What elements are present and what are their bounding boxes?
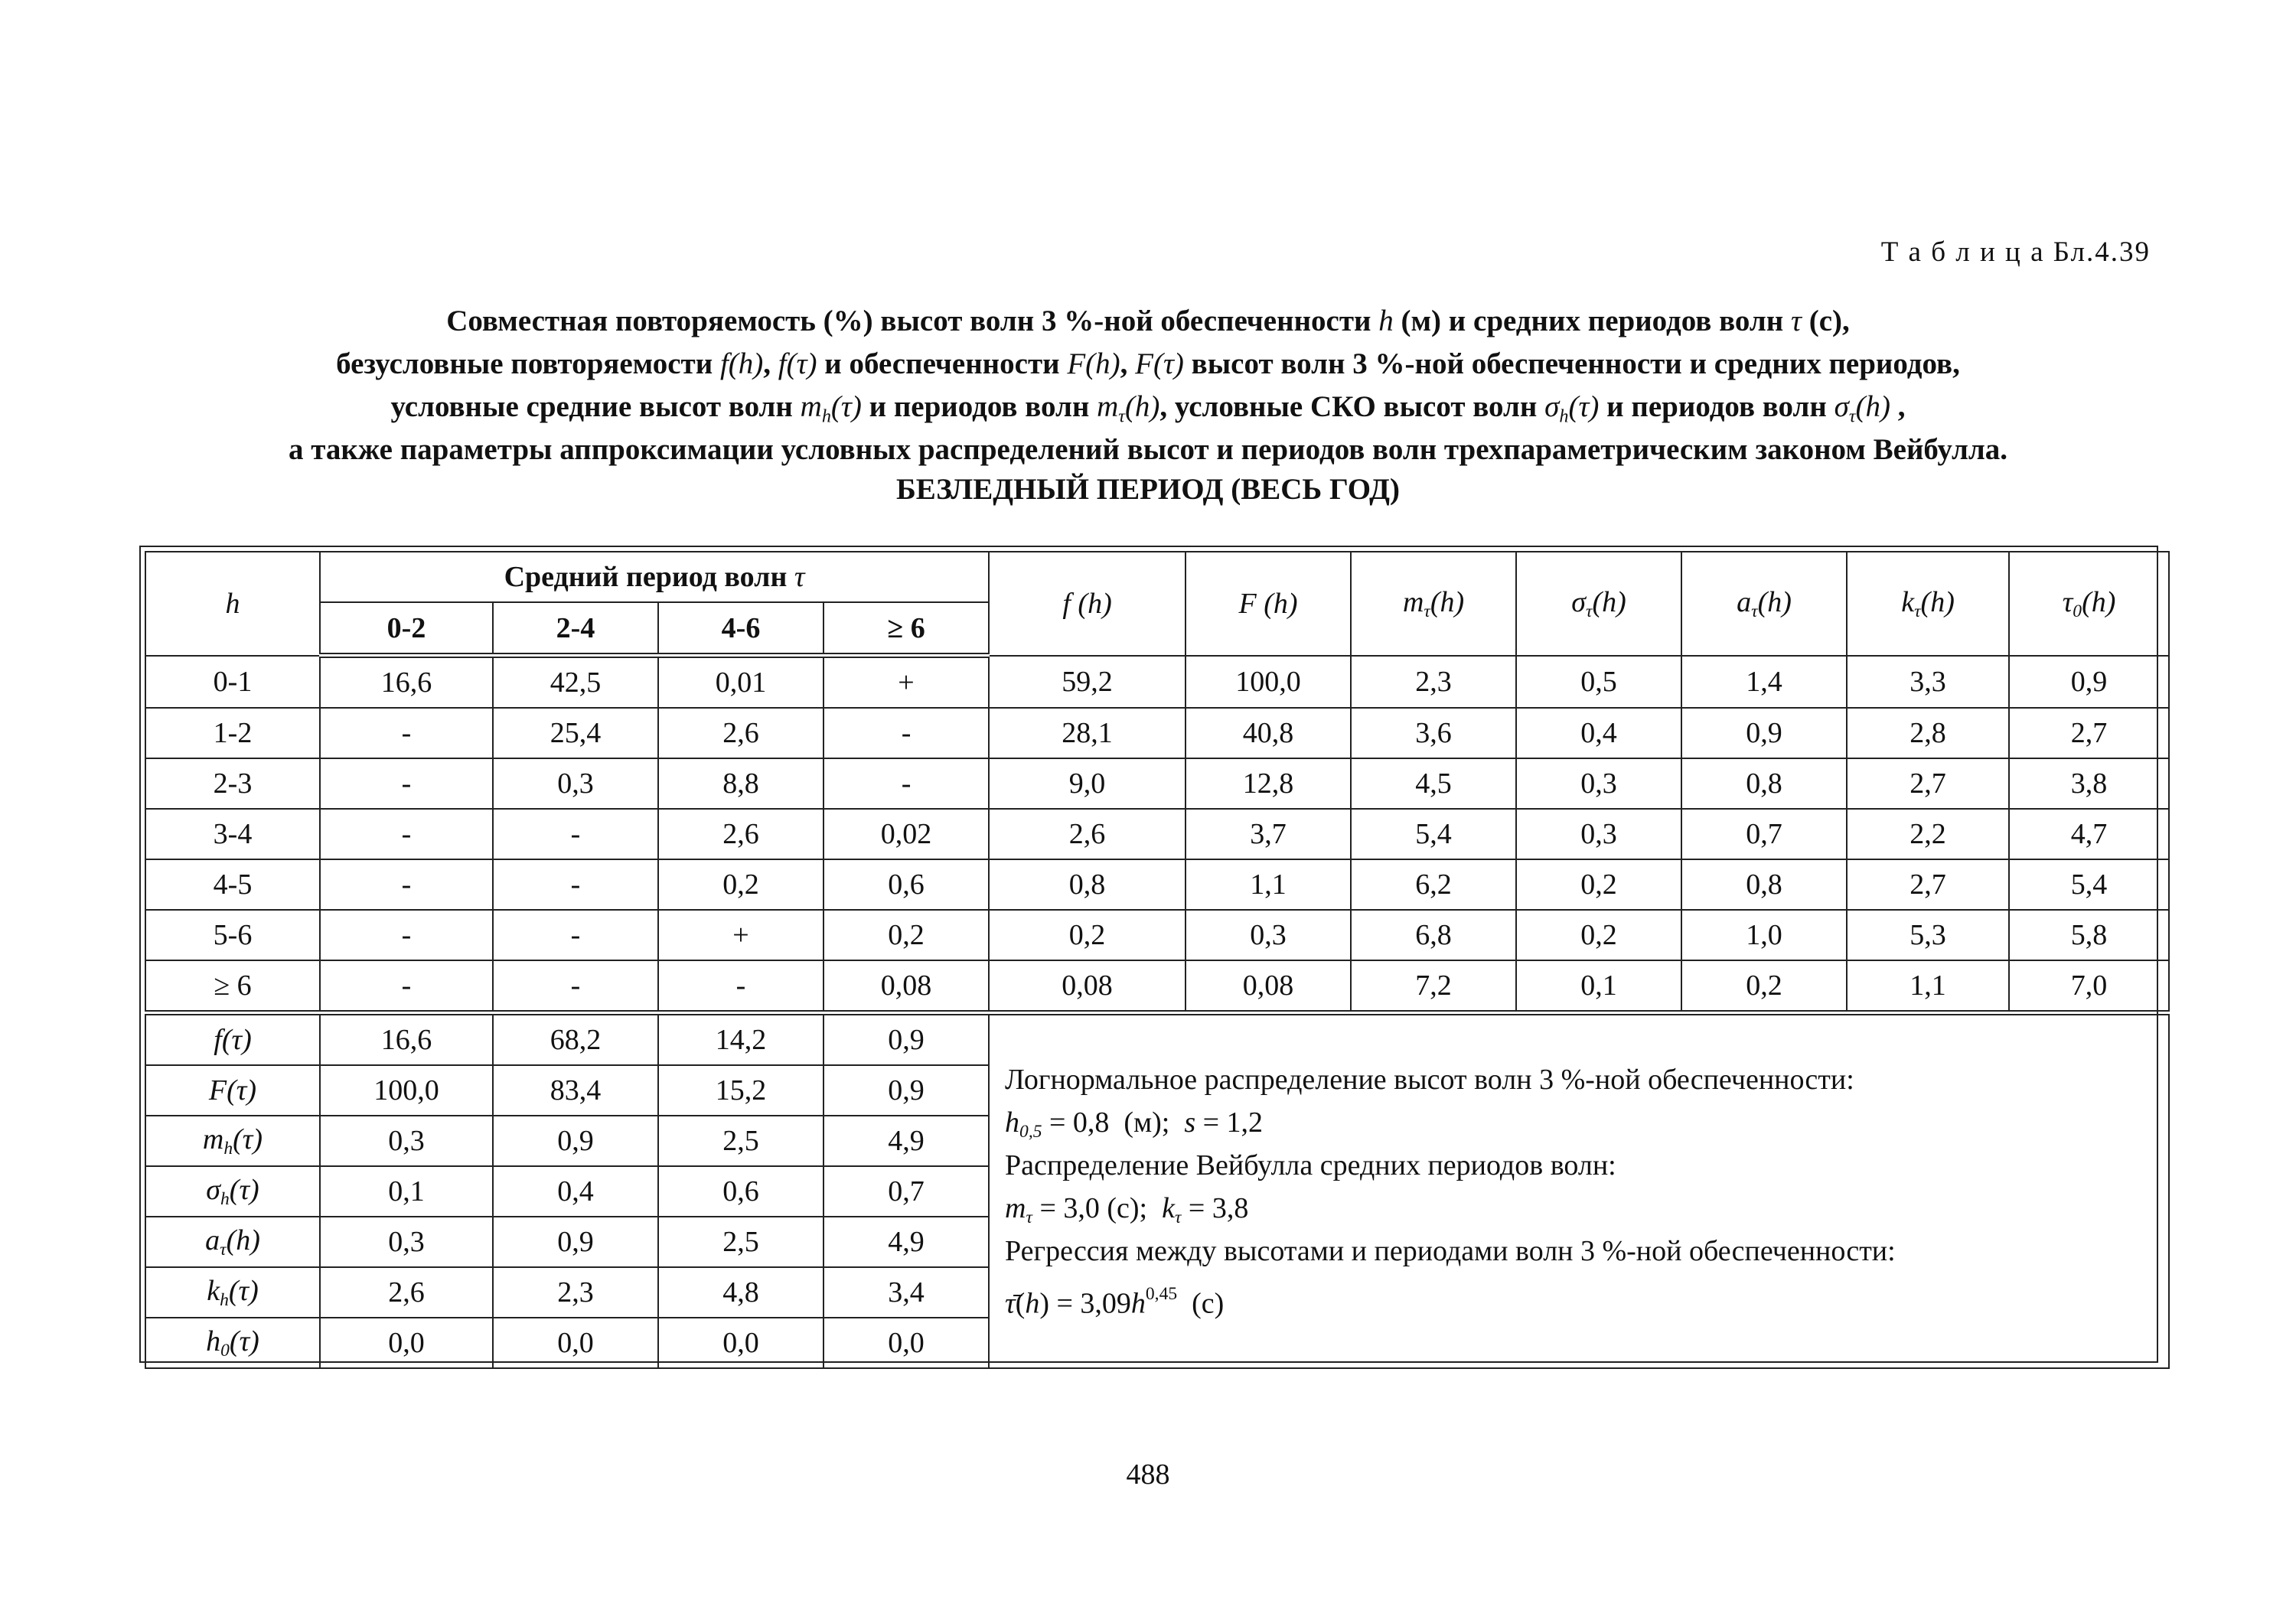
col-header-f-h: f (h) [989, 552, 1186, 656]
table-cell: - [320, 809, 493, 859]
table-row [145, 910, 2169, 960]
weibull-params: $m_\tau = 3,0$ (с); $k_\tau = 3,8$ [1005, 1192, 1249, 1228]
table-cell: 100,0 [1186, 656, 1351, 709]
k-h-tau-label: $k_h(\tau)$ [145, 1267, 320, 1318]
table-cell: 0,5 [1516, 656, 1681, 709]
table-cell: 0,2 [1516, 859, 1681, 910]
table-cell: 14,2 [658, 1013, 823, 1066]
table-cell: - [658, 960, 823, 1013]
table-cell: 0,2 [1516, 910, 1681, 960]
f-tau-label: f(τ) [145, 1013, 320, 1066]
table-cell: - [320, 960, 493, 1013]
regression-formula: τ̄(h) = $3,09h^{0,45}$ (с) [1005, 1284, 1225, 1320]
table-cell: 0,7 [1681, 809, 1847, 859]
table-cell: 0,01 [658, 656, 823, 709]
table-cell: 0,4 [493, 1166, 658, 1217]
table-row [145, 708, 2169, 758]
table-cell: 0,2 [823, 910, 989, 960]
wave-statistics-table [145, 551, 2170, 1369]
table-cell: 6,2 [1351, 859, 1516, 910]
table-cell: 0,9 [2009, 656, 2169, 709]
table-cell: 2,6 [989, 809, 1186, 859]
m-h-tau-label: $m_h(\tau)$ [145, 1116, 320, 1166]
table-cell: 0,3 [1516, 758, 1681, 809]
table-cell: 16,6 [320, 656, 493, 709]
table-cell: - [493, 809, 658, 859]
period-col-header: 0-2 [320, 602, 493, 656]
table-row [145, 1013, 2169, 1066]
sigma-h-tau-label: $\sigma_h(\tau)$ [145, 1166, 320, 1217]
table-cell: 0,3 [493, 758, 658, 809]
table-cell: 0,08 [989, 960, 1186, 1013]
table-cell: 28,1 [989, 708, 1186, 758]
table-cell: 42,5 [493, 656, 658, 709]
table-cell: 7,0 [2009, 960, 2169, 1013]
table-cell: 0,0 [823, 1318, 989, 1368]
table-cell: 25,4 [493, 708, 658, 758]
table-cell: 2,8 [1847, 708, 2009, 758]
h-range-cell: 3-4 [145, 809, 320, 859]
table-cell: 2,7 [1847, 859, 2009, 910]
title-line-4: а также параметры аппроксимации условных распределений высот и периодов волн трехпараметрическим законом Вейбулла. [289, 433, 2007, 466]
table-cell: + [823, 656, 989, 709]
table-cell: 0,0 [320, 1318, 493, 1368]
table-cell: 4,9 [823, 1217, 989, 1267]
table-cell: 0,1 [1516, 960, 1681, 1013]
table-cell: 0,2 [989, 910, 1186, 960]
table-cell: 0,9 [493, 1116, 658, 1166]
table-cell: 2,5 [658, 1116, 823, 1166]
table-cell: 4,7 [2009, 809, 2169, 859]
table-cell: 100,0 [320, 1065, 493, 1116]
table-cell: 0,1 [320, 1166, 493, 1217]
table-cell: 0,0 [658, 1318, 823, 1368]
table-cell: 12,8 [1186, 758, 1351, 809]
table-cell: 0,8 [989, 859, 1186, 910]
F-tau-label: F(τ) [145, 1065, 320, 1116]
table-cell: 0,8 [1681, 859, 1847, 910]
table-cell: 68,2 [493, 1013, 658, 1066]
h-range-cell: 5-6 [145, 910, 320, 960]
table-cell: 0,9 [493, 1217, 658, 1267]
table-cell: 7,2 [1351, 960, 1516, 1013]
table-cell: 2,2 [1847, 809, 2009, 859]
table-row [145, 809, 2169, 859]
table-cell: 3,3 [1847, 656, 2009, 709]
table-cell: 0,02 [823, 809, 989, 859]
lognormal-params: $h_{0,5} = 0,8$ (м); s = 1,2 [1005, 1106, 1264, 1142]
table-cell: 15,2 [658, 1065, 823, 1116]
distribution-notes [989, 1013, 2169, 1369]
table-cell: 2,5 [658, 1217, 823, 1267]
table-cell: 2,3 [493, 1267, 658, 1318]
title-line-1: Совместная повторяемость (%) высот волн 3 %-ной обеспеченности h (м) и средних периодов волн τ (с), [446, 305, 1850, 337]
table-cell: 0,2 [658, 859, 823, 910]
table-cell: 3,7 [1186, 809, 1351, 859]
table-cell: 5,4 [1351, 809, 1516, 859]
h-range-cell: ≥ 6 [145, 960, 320, 1013]
period-col-header: ≥ 6 [823, 602, 989, 656]
table-title [0, 300, 2296, 508]
h0-tau-label: $h_0(\tau)$ [145, 1318, 320, 1368]
table-cell: 0,3 [1186, 910, 1351, 960]
table-cell: 2,3 [1351, 656, 1516, 709]
table-cell: 5,3 [1847, 910, 2009, 960]
table-cell: 0,2 [1681, 960, 1847, 1013]
h-range-cell: 2-3 [145, 758, 320, 809]
table-cell: 0,6 [658, 1166, 823, 1217]
title-line-2: безусловные повторяемости f(h), f(τ) и обеспеченности F(h), F(τ) высот волн 3 %-ной обеспеченности и средних периодов, [336, 347, 1960, 380]
table-cell: 3,8 [2009, 758, 2169, 809]
table-cell: 0,4 [1516, 708, 1681, 758]
table-cell: - [320, 708, 493, 758]
table-row [145, 656, 2169, 709]
table-cell: 2,7 [2009, 708, 2169, 758]
table-reference: Т а б л и ц а Бл.4.39 [1880, 236, 2151, 268]
table-cell: - [320, 910, 493, 960]
table-cell: 0,9 [1681, 708, 1847, 758]
table-cell: 0,7 [823, 1166, 989, 1217]
table-cell: 8,8 [658, 758, 823, 809]
table-cell: 0,08 [823, 960, 989, 1013]
regression-note: Регрессия между высотами и периодами волн 3 %-ной обеспеченности: [1005, 1235, 1896, 1267]
title-line-3: условные средние высот волн $m_h(\tau)$ и периодов волн $m_\tau(h)$, условные СКО высот волн $\sigma_h(\tau)$ и периодов волн $\sigma_\tau(h)$ , [390, 390, 1906, 427]
table-cell: 0,3 [320, 1217, 493, 1267]
table-cell: 2,6 [320, 1267, 493, 1318]
table-row [145, 758, 2169, 809]
table-cell: 0,9 [823, 1013, 989, 1066]
title-line-5: БЕЗЛЕДНЫЙ ПЕРИОД (ВЕСЬ ГОД) [895, 473, 1400, 506]
table-cell: - [823, 758, 989, 809]
table-cell: - [320, 859, 493, 910]
col-header-k-tau-h: $k_\tau(h)$ [1847, 552, 2009, 656]
table-cell: 4,9 [823, 1116, 989, 1166]
col-header-sigma-tau-h: $\sigma_\tau(h)$ [1516, 552, 1681, 656]
table-cell: 4,5 [1351, 758, 1516, 809]
table-cell: - [823, 708, 989, 758]
table-cell: + [658, 910, 823, 960]
table-cell: 2,6 [658, 708, 823, 758]
table-cell: 16,6 [320, 1013, 493, 1066]
table-cell: - [493, 859, 658, 910]
table-cell: 2,6 [658, 809, 823, 859]
table-cell: 5,4 [2009, 859, 2169, 910]
table-cell: 0,9 [823, 1065, 989, 1116]
table-cell: 5,8 [2009, 910, 2169, 960]
col-header-tau0-h: $\tau_0(h)$ [2009, 552, 2169, 656]
table-cell: 40,8 [1186, 708, 1351, 758]
h-range-cell: 1-2 [145, 708, 320, 758]
table-cell: 9,0 [989, 758, 1186, 809]
table-cell: - [493, 910, 658, 960]
table-cell: 0,0 [493, 1318, 658, 1368]
table-cell: 0,08 [1186, 960, 1351, 1013]
table-cell: - [320, 758, 493, 809]
table-cell: 0,3 [1516, 809, 1681, 859]
col-header-F-h: F (h) [1186, 552, 1351, 656]
col-header-a-tau-h: $a_\tau(h)$ [1681, 552, 1847, 656]
table-cell: 3,4 [823, 1267, 989, 1318]
table-cell: 1,4 [1681, 656, 1847, 709]
h-range-cell: 0-1 [145, 656, 320, 709]
table-cell: 1,1 [1186, 859, 1351, 910]
table-cell: - [493, 960, 658, 1013]
table-cell: 6,8 [1351, 910, 1516, 960]
table-cell: 83,4 [493, 1065, 658, 1116]
table-cell: 0,3 [320, 1116, 493, 1166]
page-number: 488 [1126, 1458, 1170, 1491]
period-group-header: Средний период волн τ [320, 552, 989, 602]
table-cell: 1,0 [1681, 910, 1847, 960]
table-cell: 2,7 [1847, 758, 2009, 809]
table-row [145, 859, 2169, 910]
table-cell: 59,2 [989, 656, 1186, 709]
table-row [145, 960, 2169, 1013]
table-cell: 4,8 [658, 1267, 823, 1318]
period-col-header: 4-6 [658, 602, 823, 656]
table-cell: 0,6 [823, 859, 989, 910]
weibull-note: Распределение Вейбулла средних периодов волн: [1005, 1149, 1616, 1181]
a-tau-h-label: $a_\tau(h)$ [145, 1217, 320, 1267]
h-header: h [145, 552, 320, 656]
table-cell: 0,8 [1681, 758, 1847, 809]
lognormal-note: Логнормальное распределение высот волн 3 %-ной обеспеченности: [1005, 1064, 1854, 1096]
period-col-header: 2-4 [493, 602, 658, 656]
h-range-cell: 4-5 [145, 859, 320, 910]
table-cell: 3,6 [1351, 708, 1516, 758]
col-header-m-tau-h: $m_\tau(h)$ [1351, 552, 1516, 656]
table-cell: 1,1 [1847, 960, 2009, 1013]
